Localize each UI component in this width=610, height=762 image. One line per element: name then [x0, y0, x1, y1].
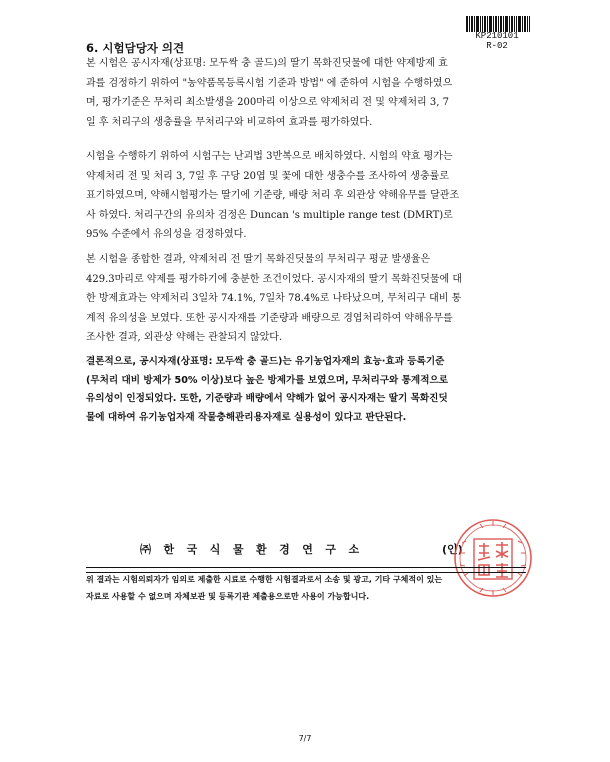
section-title: 6. 시험담당자 의견	[86, 41, 185, 55]
paragraph-line: 계적 유의성을 보였다. 또한 공시자재를 기준량과 배량으로 경엽처리하여 약해유무를	[86, 312, 453, 324]
footer-divider-top	[86, 567, 526, 568]
paragraph-line: 표기하였으며, 약해시험평가는 딸기에 기준량, 배량 처리 후 외관상 약해유무를 달관조	[86, 190, 460, 201]
paragraph-line: 95% 수준에서 유의성을 검정하였다.	[86, 229, 247, 240]
paragraph-experimental-design	[86, 147, 526, 245]
paragraph-results	[86, 250, 526, 348]
document-id: KP210101	[475, 31, 519, 41]
paragraph-line: 약제처리 전 및 처리 3, 7일 후 구당 20엽 및 꽃에 대한 생충수를 조사하여 생충률로	[86, 170, 449, 182]
conclusion-line: (무처리 대비 방제가 50% 이상)보다 높은 방제가를 보였으며, 무처리구와 통계적으로	[86, 374, 448, 386]
institute-name: ㈜한국식물환경연구소	[140, 543, 372, 556]
document-revision: R-02	[486, 41, 508, 51]
conclusion-paragraph	[86, 353, 534, 427]
page-number: 7/7	[298, 734, 312, 743]
paragraph-line: 사 하였다. 처리구간의 유의차 검정은 Duncan 's multiple range test (DMRT)로	[86, 209, 453, 221]
paragraph-line: 시험을 수행하기 위하여 시험구는 난괴법 3반복으로 배치하였다. 시험의 약효 평가는	[86, 151, 453, 162]
paragraph-line: 한 방제효과는 약제처리 3일차 74.1%, 7일차 78.4%로 나타났으며, 무처리구 대비 통	[86, 293, 462, 304]
disclaimer-line: 자료로 사용할 수 없으며 자체보관 및 등록기관 제출용으로만 사용이 가능합니다.	[86, 591, 370, 601]
paragraph-line: 본 시험은 공시자재(상표명: 모두싹 충 골드)의 딸기 목화진딧물에 대한 약제방제 효	[86, 58, 448, 69]
paragraph-line: 과를 검정하기 위하여 "농약품목등록시험 기준과 방법" 에 준하여 시험을 수행하였으	[86, 77, 453, 89]
conclusion-line: 물에 대하여 유기농업자재 작물충해관리용자재로 실용성이 있다고 판단된다.	[86, 411, 407, 423]
paragraph-method-summary	[86, 54, 526, 132]
conclusion-line: 유의성이 인정되었다. 또한, 기준량과 배량에서 약해가 없어 공시자재는 딸기 목화진딧	[86, 393, 448, 404]
paragraph-line: 며, 평가기준은 무처리 최소발생을 200마리 이상으로 약제처리 전 및 약제처리 3, 7	[86, 97, 449, 108]
paragraph-line: 조사한 결과, 외관상 약해는 관찰되지 않았다.	[86, 332, 283, 343]
paragraph-line: 429.3마리로 약제를 평가하기에 충분한 조건이었다. 공시자재의 딸기 목화진딧물에 대	[86, 273, 463, 285]
conclusion-line: 결론적으로, 공시자재(상표명: 모두싹 충 골드)는 유기농업자재의 효능·효과 등록기준	[86, 356, 445, 367]
disclaimer-line: 위 결과는 시험의뢰자가 임의로 제출한 시료로 수행한 시험결과로서 소송 및 광고, 기타 구체적이 있는	[86, 575, 443, 584]
seal-mark: (인)	[442, 543, 463, 556]
paragraph-line: 일 후 처리구의 생충률을 무처리구와 비교하여 효과를 평가하였다.	[86, 116, 373, 128]
barcode	[466, 16, 530, 32]
disclaimer	[86, 572, 536, 605]
paragraph-line: 본 시험을 종합한 결과, 약제처리 전 딸기 목화진딧물의 무처리구 평균 발생율은	[86, 254, 431, 265]
